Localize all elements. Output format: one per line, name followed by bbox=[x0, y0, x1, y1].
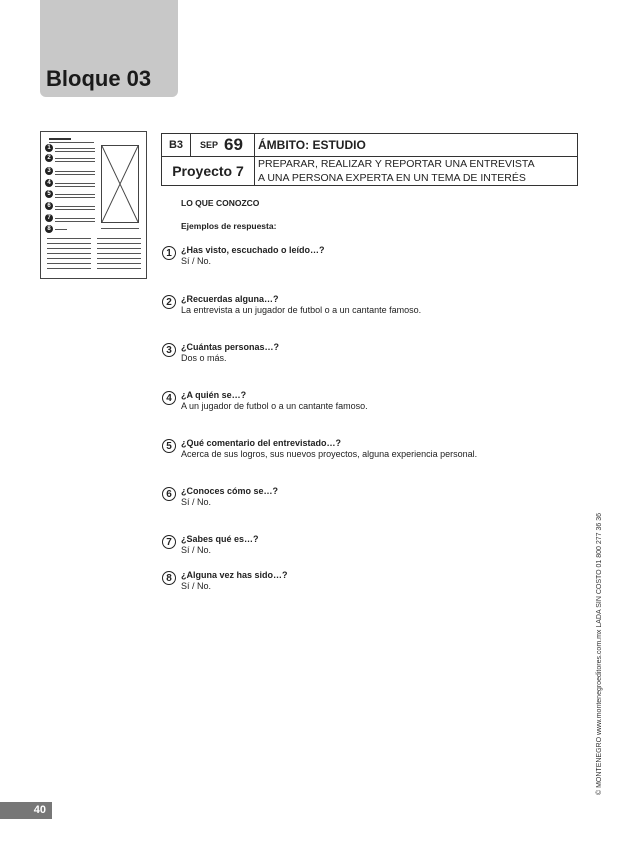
question-number: 1 bbox=[162, 246, 176, 260]
question-text: ¿Has visto, escuchado o leído…? bbox=[181, 245, 325, 255]
image-placeholder bbox=[101, 145, 139, 223]
description-line: A UNA PERSONA EXPERTA EN UN TEMA DE INTERÉS bbox=[258, 172, 526, 184]
section-title: LO QUE CONOZCO bbox=[181, 198, 260, 208]
answer-text: A un jugador de futbol o a un cantante famoso. bbox=[181, 401, 368, 411]
question-number: 2 bbox=[162, 295, 176, 309]
question-text: ¿Cuántas personas…? bbox=[181, 342, 280, 352]
answer-text: Sí / No. bbox=[181, 497, 212, 507]
thumbnail-marker: 8 bbox=[45, 225, 53, 233]
page-number: 40 bbox=[0, 802, 52, 819]
answer-text: Acerca de sus logros, sus nuevos proyectos, alguna experiencia personal. bbox=[181, 449, 478, 459]
ambito-label: ÁMBITO: ESTUDIO bbox=[254, 134, 577, 157]
thumbnail-marker: 6 bbox=[45, 202, 53, 210]
description-line: PREPARAR, REALIZAR Y REPORTAR UNA ENTREVISTA bbox=[258, 158, 535, 170]
project-description bbox=[258, 157, 573, 185]
block-title: Bloque 03 bbox=[46, 66, 152, 91]
sep-reference bbox=[190, 134, 255, 157]
question-text: ¿A quién se…? bbox=[181, 390, 247, 400]
answer-text: Dos o más. bbox=[181, 353, 227, 363]
question-number: 5 bbox=[162, 439, 176, 453]
thumbnail-marker: 2 bbox=[45, 154, 53, 162]
question-number: 7 bbox=[162, 535, 176, 549]
thumbnail-marker: 3 bbox=[45, 167, 53, 175]
question-number: 3 bbox=[162, 343, 176, 357]
project-header bbox=[161, 133, 578, 186]
thumbnail-marker: 1 bbox=[45, 144, 53, 152]
question-number: 4 bbox=[162, 391, 176, 405]
answer-text: Sí / No. bbox=[181, 545, 212, 555]
question-number: 8 bbox=[162, 571, 176, 585]
answer-text: Sí / No. bbox=[181, 581, 212, 591]
question-text: ¿Recuerdas alguna…? bbox=[181, 294, 279, 304]
page-thumbnail bbox=[40, 131, 147, 279]
project-label: Proyecto 7 bbox=[162, 156, 255, 186]
question-text: ¿Qué comentario del entrevistado…? bbox=[181, 438, 342, 448]
sep-page: 69 bbox=[224, 135, 243, 154]
bloque-code: B3 bbox=[162, 134, 191, 157]
question-text: ¿Sabes qué es…? bbox=[181, 534, 259, 544]
question-text: ¿Conoces cómo se…? bbox=[181, 486, 279, 496]
answer-text: Sí / No. bbox=[181, 256, 212, 266]
sep-label: SEP bbox=[200, 140, 219, 150]
question-number: 6 bbox=[162, 487, 176, 501]
thumbnail-marker: 4 bbox=[45, 179, 53, 187]
question-text: ¿Alguna vez has sido…? bbox=[181, 570, 288, 580]
section-subtitle: Ejemplos de respuesta: bbox=[181, 221, 277, 231]
thumbnail-marker: 7 bbox=[45, 214, 53, 222]
answer-text: La entrevista a un jugador de futbol o a un cantante famoso. bbox=[181, 305, 422, 315]
publisher-credit: © MONTENEGRO www.montenegroeditores.com.mx LADA SIN COSTO 01 800 277 36 36 bbox=[596, 512, 603, 795]
thumbnail-marker: 5 bbox=[45, 190, 53, 198]
